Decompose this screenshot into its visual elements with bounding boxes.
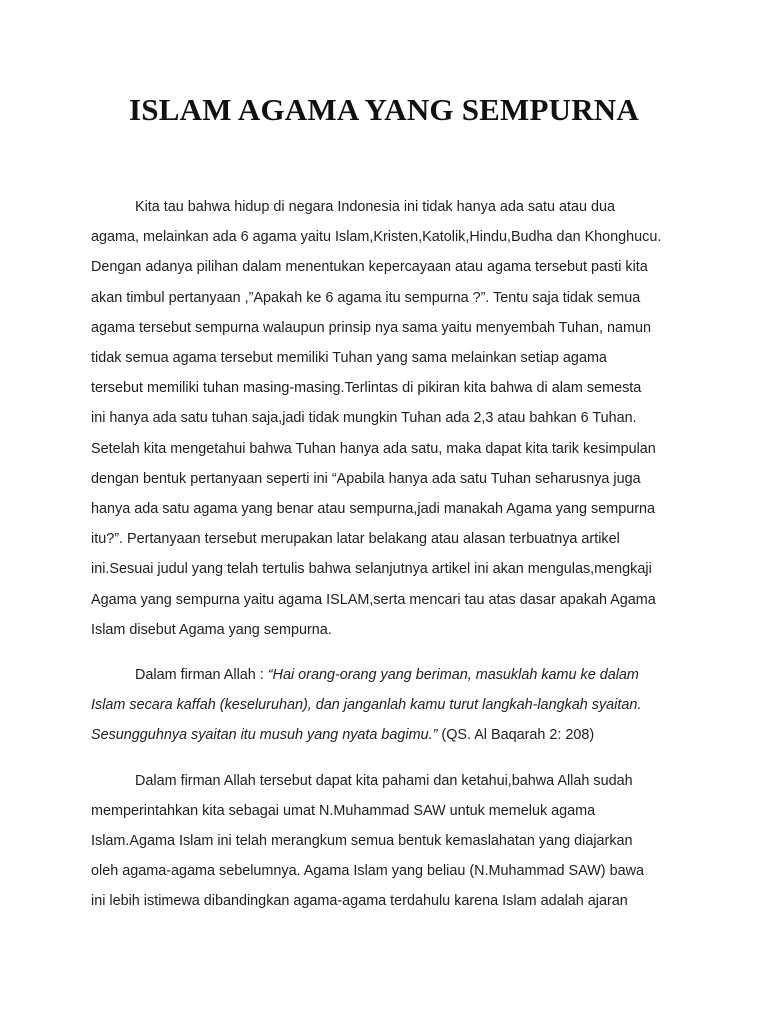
document-title: ISLAM AGAMA YANG SEMPURNA bbox=[129, 92, 639, 127]
paragraph-line: ini lebih istimewa dibandingkan agama-agama terdahulu karena Islam adalah ajaran bbox=[91, 893, 628, 910]
quote-line-1 bbox=[91, 660, 681, 690]
paragraph-line: akan timbul pertanyaan ,”Apakah ke 6 agama itu sempurna ?”. Tentu saja tidak semua bbox=[91, 289, 641, 306]
paragraph-line: dengan bentuk pertanyaan seperti ini “Apabila hanya ada satu Tuhan seharusnya juga bbox=[91, 470, 641, 487]
paragraph-line: ini.Sesuai judul yang telah tertulis bahwa selanjutnya artikel ini akan mengulas,mengkaji bbox=[91, 561, 652, 578]
paragraph-line: oleh agama-agama sebelumnya. Agama Islam yang beliau (N.Muhammad SAW) bawa bbox=[91, 863, 644, 880]
paragraph-line: Kita tau bahwa hidup di negara Indonesia ini tidak hanya ada satu atau dua bbox=[135, 199, 616, 215]
paragraph-line: Dengan adanya pilihan dalam menentukan kepercayaan atau agama tersebut pasti kita bbox=[91, 259, 648, 276]
paragraph-line: agama, melainkan ada 6 agama yaitu Islam,Kristen,Katolik,Hindu,Budha dan Khonghucu. bbox=[91, 229, 662, 246]
quote-intro: Dalam firman Allah : bbox=[135, 667, 268, 684]
paragraph-line: Islam.Agama Islam ini telah merangkum semua bentuk kemaslahatan yang diajarkan bbox=[91, 833, 633, 850]
paragraph-line: Agama yang sempurna yaitu agama ISLAM,serta mencari tau atas dasar apakah Agama bbox=[91, 591, 656, 608]
paragraph-line: itu?”. Pertanyaan tersebut merupakan latar belakang atau alasan terbuatnya artikel bbox=[91, 531, 620, 548]
paragraph-line: agama tersebut sempurna walaupun prinsip nya sama yaitu menyembah Tuhan, namun bbox=[91, 319, 651, 336]
paragraph-line: memperintahkan kita sebagai umat N.Muhammad SAW untuk memeluk agama bbox=[91, 802, 596, 819]
quote-line-3 bbox=[91, 720, 681, 750]
paragraph-line: hanya ada satu agama yang benar atau sempurna,jadi manakah Agama yang sempurna bbox=[91, 501, 656, 518]
document-body bbox=[91, 192, 681, 917]
paragraph-line: tersebut memiliki tuhan masing-masing.Terlintas di pikiran kita bahwa di alam semesta bbox=[91, 380, 642, 397]
quote-text-1: “Hai orang-orang yang beriman, masuklah kamu ke dalam bbox=[267, 667, 639, 684]
paragraph-quote bbox=[91, 660, 681, 751]
paragraph-line: ini hanya ada satu tuhan saja,jadi tidak mungkin Tuhan ada 2,3 atau bahkan 6 Tuhan. bbox=[91, 410, 637, 427]
paragraph-line: Dalam firman Allah tersebut dapat kita pahami dan ketahui,bahwa Allah sudah bbox=[135, 772, 633, 789]
quote-text-2: Islam secara kaffah (keseluruhan), dan janganlah kamu turut langkah-langkah syaitan. bbox=[91, 697, 642, 714]
paragraph-line: tidak semua agama tersebut memiliki Tuhan yang sama melainkan setiap agama bbox=[91, 350, 607, 367]
paragraph-line: Islam disebut Agama yang sempurna. bbox=[91, 621, 332, 638]
quote-text-3: Sesungguhnya syaitan itu musuh yang nyata bagimu.” bbox=[91, 727, 438, 744]
paragraph-intro bbox=[91, 192, 681, 645]
quote-citation: (QS. Al Baqarah 2: 208) bbox=[437, 727, 595, 744]
paragraph-line: Setelah kita mengetahui bahwa Tuhan hanya ada satu, maka dapat kita tarik kesimpulan bbox=[91, 440, 656, 457]
paragraph-explanation bbox=[91, 766, 681, 917]
